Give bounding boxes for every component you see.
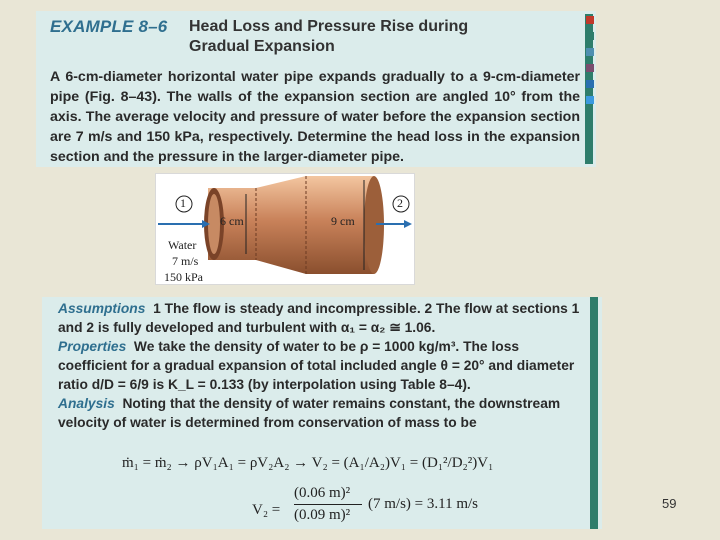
color-square-red <box>586 16 594 24</box>
velocity-equation-lhs: V₂ = <box>252 502 281 518</box>
pipe-figure <box>155 173 415 285</box>
assumptions-text: 1 The flow is steady and incompressible. 2 The flow at sections 1 and 2 is fully developed and turbulent with α₁ = α₂ ≅ 1.06. <box>58 301 580 335</box>
color-square-darkblue <box>586 80 594 88</box>
page-number: 59 <box>662 496 677 511</box>
fluid-label: Water <box>168 238 197 252</box>
diameter-large-label: 9 cm <box>331 214 355 228</box>
color-square-green <box>586 32 594 40</box>
color-square-blue <box>586 48 594 56</box>
solution-text <box>58 299 586 432</box>
assumptions-heading: Assumptions <box>58 301 146 316</box>
properties-heading: Properties <box>58 339 127 354</box>
section-2-label: 2 <box>397 196 403 210</box>
diameter-small-label: 6 cm <box>220 214 244 228</box>
pressure-label: 150 kPa <box>164 270 203 284</box>
properties-text: We take the density of water to be ρ = 1000 kg/m³. The loss coefficient for a gradual expansion of total included angle θ = 20° and diameter ratio d/D = 6/9 is K_L = 0.133 (by interpolation using Table 8–4). <box>58 339 575 392</box>
analysis-text: Noting that the density of water remains constant, the downstream velocity of water is determined from conservation of mass to be <box>58 396 561 430</box>
example-panel <box>36 11 596 167</box>
example-title: Head Loss and Pressure Rise during Gradual Expansion <box>189 18 469 55</box>
velocity-equation-denominator: (0.09 m)² <box>294 507 351 523</box>
color-square-purple <box>586 64 594 72</box>
analysis-heading: Analysis <box>58 396 115 411</box>
section-1-label: 1 <box>180 196 186 210</box>
example-label: EXAMPLE 8–6 <box>50 17 168 36</box>
velocity-equation-numerator: (0.06 m)² <box>294 485 351 501</box>
fraction-bar <box>294 504 362 505</box>
solution-panel <box>42 297 602 529</box>
accent-bar-bottom <box>590 297 598 529</box>
mass-conservation-equation: ṁ₁ = ṁ₂ → ρV₁A₁ = ρV₂A₂ → V₂ = (A₁/A₂)V₁ = (D₁²/D₂²)V₁ <box>122 455 494 471</box>
color-square-lightblue <box>586 96 594 104</box>
velocity-label: 7 m/s <box>172 254 199 268</box>
example-body: A 6-cm-diameter horizontal water pipe expands gradually to a 9-cm-diameter pipe (Fig. 8–43). The walls of the expansion section are angled 10° from the axis. The average velocity and pressure of water before the expansion section are 7 m/s and 150 kPa, respectively. Determine the head loss in the expansion section and the pressure in the larger-diameter pipe. <box>50 69 580 165</box>
velocity-equation-result: (7 m/s) = 3.11 m/s <box>368 496 478 512</box>
